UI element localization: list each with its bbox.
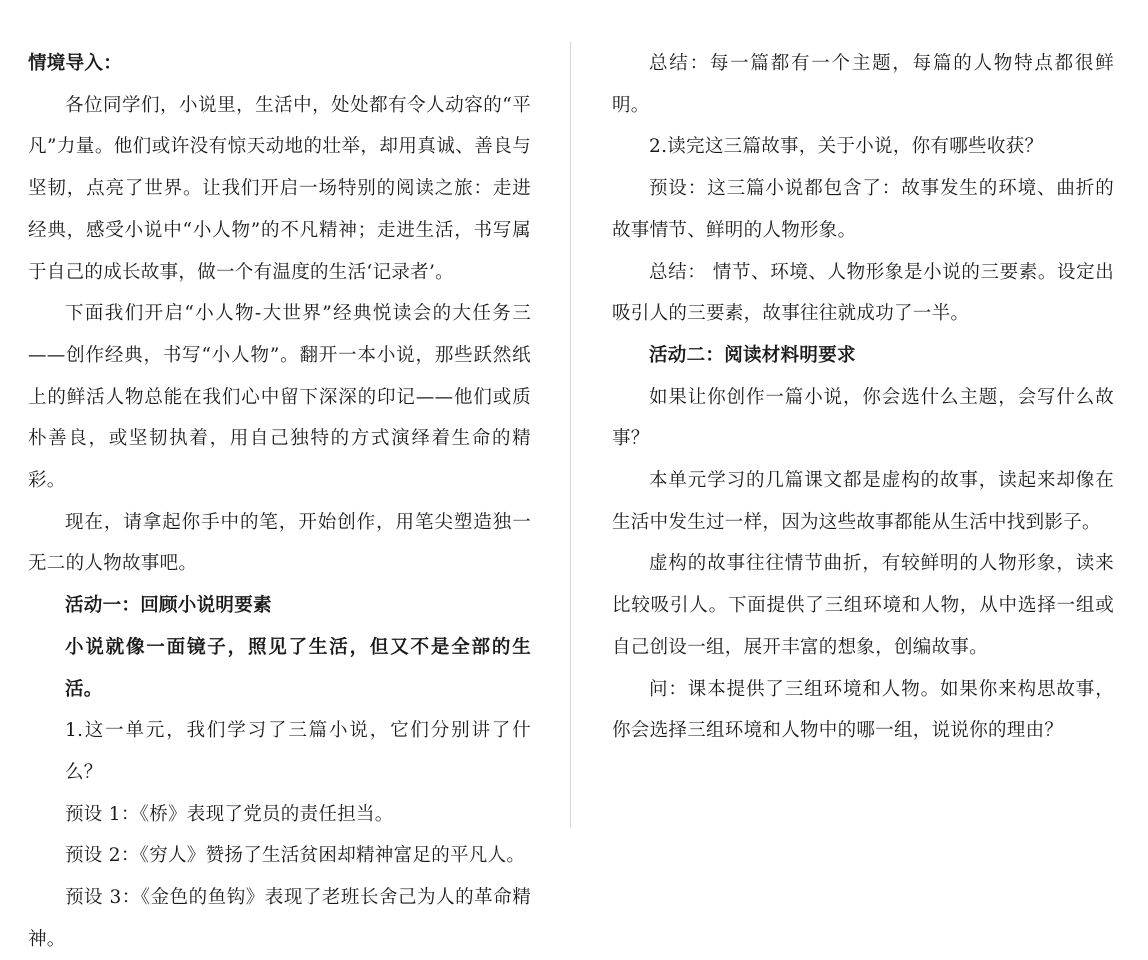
activity2-question: 问：课本提供了三组环境和人物。如果你来构思故事，你会选择三组环境和人物中的哪一组，说说你的理由？ [612, 678, 1114, 742]
preset-1: 预设 1：《桥》表现了党员的责任担当。 [65, 803, 394, 825]
right-column [612, 43, 1114, 752]
question-2: 2.读完这三篇故事，关于小说，你有哪些收获？ [649, 136, 1044, 158]
intro-paragraph-3: 现在，请拿起你手中的笔，开始创作，用笔尖塑造独一无二的人物故事吧。 [28, 511, 531, 575]
activity2-title: 活动二：阅读材料明要求 [649, 344, 856, 366]
column-divider [570, 42, 571, 828]
activity2-paragraph-3: 虚构的故事往往情节曲折，有较鲜明的人物形象，读来比较吸引人。下面提供了三组环境和人物，从中选择一组或自己创设一组，展开丰富的想象，创编故事。 [612, 553, 1114, 658]
activity2-paragraph-2: 本单元学习的几篇课文都是虚构的故事，读起来却像在生活中发生过一样，因为这些故事都能从生活中找到影子。 [612, 470, 1114, 533]
activity1-title: 活动一：回顾小说明要素 [65, 595, 272, 617]
activity2-paragraph-1: 如果让你创作一篇小说，你会选什么主题，会写什么故事？ [612, 386, 1114, 450]
intro-paragraph-2: 下面我们开启“小人物-大世界”经典悦读会的大任务三——创作经典，书写“小人物”。翻开一本小说，那些跃然纸上的鲜活人物总能在我们心中留下深深的印记——他们或质朴善良，或坚韧执着，用自己独特的方式演绎着生命的精彩。 [28, 303, 531, 492]
summary-1: 总结：每一篇都有一个主题，每篇的人物特点都很鲜明。 [612, 53, 1114, 116]
section-heading: 情境导入： [28, 53, 123, 74]
preset-answer: 预设：这三篇小说都包含了：故事发生的环境、曲折的故事情节、鲜明的人物形象。 [612, 178, 1114, 241]
preset-2: 预设 2：《穷人》赞扬了生活贫困却精神富足的平凡人。 [65, 845, 526, 867]
summary-2: 总结： 情节、环境、人物形象是小说的三要素。设定出吸引人的三要素，故事往往就成功了一半。 [612, 261, 1114, 325]
activity1-lead: 小说就像一面镜子，照见了生活，但又不是全部的生活。 [65, 636, 531, 700]
question-1: 1.这一单元，我们学习了三篇小说，它们分别讲了什么？ [65, 720, 531, 783]
preset-3: 预设 3：《金色的鱼钩》表现了老班长舍己为人的革命精神。 [28, 887, 531, 950]
intro-paragraph-1: 各位同学们，小说里，生活中，处处都有令人动容的“平凡”力量。他们或许没有惊天动地的壮举，却用真诚、善良与坚韧，点亮了世界。让我们开启一场特别的阅读之旅：走进经典，感受小说中“小人物”的不凡精神；走进生活，书写属于自己的成长故事，做一个有温度的生活‘记录者’。 [28, 94, 531, 283]
left-column [28, 43, 531, 960]
